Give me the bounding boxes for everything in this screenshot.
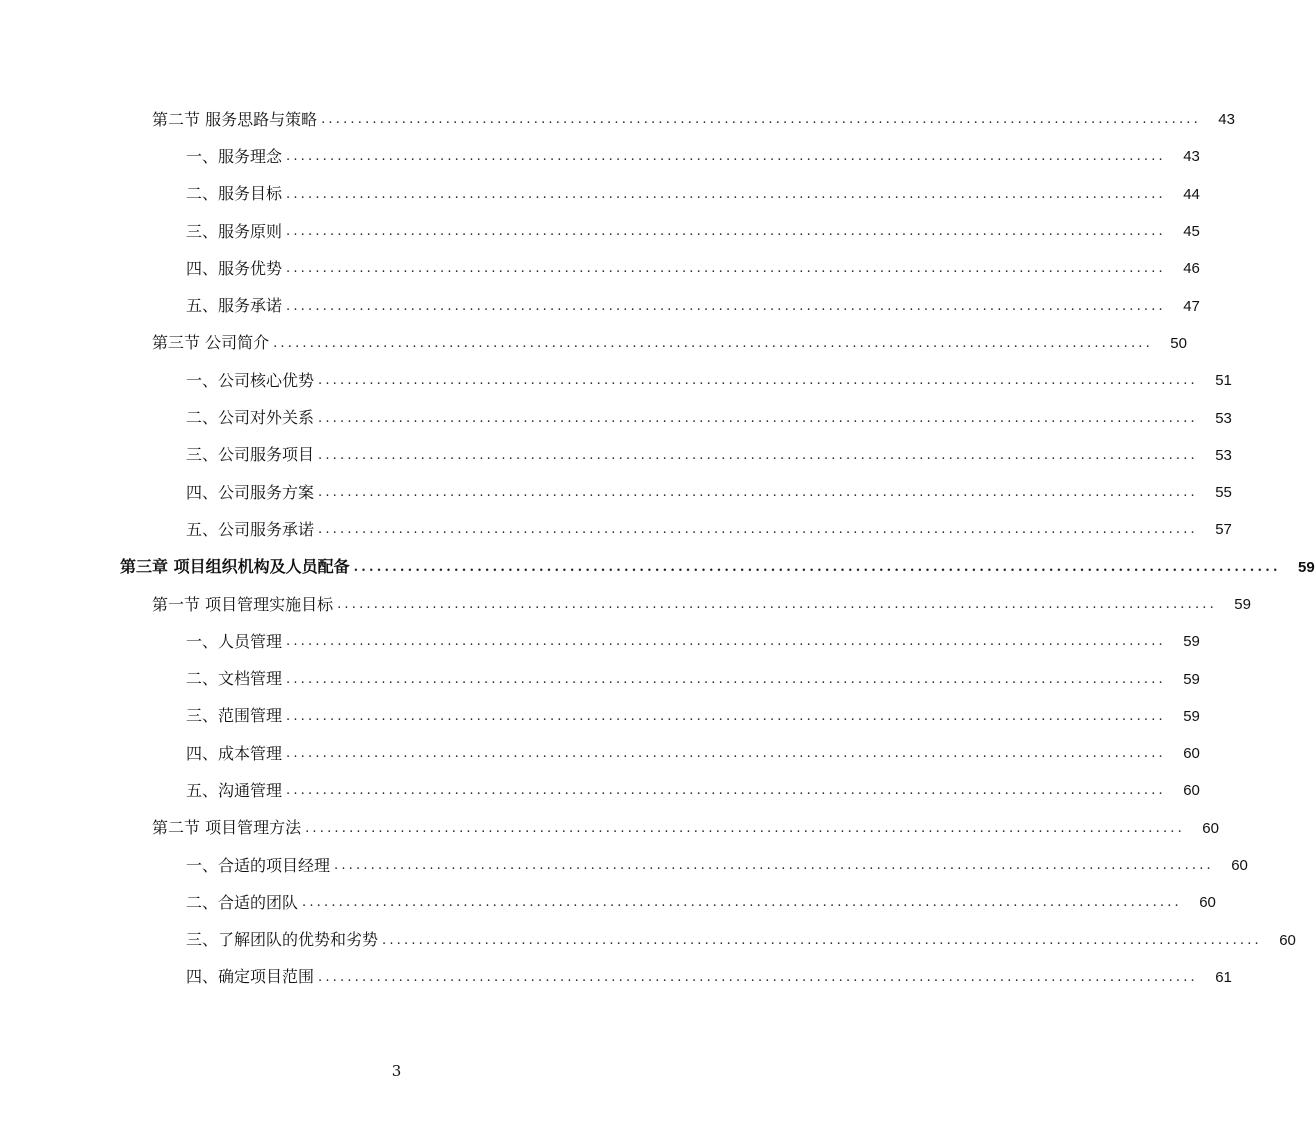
toc-entry[interactable]	[0, 922, 1296, 959]
toc-entry-title: 三、范围管理	[186, 706, 283, 726]
toc-dot-leader: ........................................................................................................................	[353, 559, 1281, 575]
toc-entry-page: 61	[1215, 968, 1232, 986]
toc-entry-page: 50	[1170, 334, 1187, 352]
toc-entry-title: 四、服务优势	[186, 258, 283, 278]
toc-entry[interactable]	[0, 437, 1232, 474]
toc-entry-title: 一、服务理念	[186, 146, 283, 166]
toc-entry-page: 51	[1215, 372, 1232, 390]
toc-entry-page: 60	[1231, 857, 1248, 875]
toc-dot-leader: ........................................................................................................................	[273, 335, 1153, 351]
toc-dot-leader: ........................................................................................................................	[286, 634, 1166, 650]
toc-entry-title: 第二节 服务思路与策略	[152, 109, 318, 129]
toc-dot-leader: ........................................................................................................................	[318, 485, 1198, 501]
toc-dot-leader: ........................................................................................................................	[286, 298, 1166, 314]
toc-dot-leader: ........................................................................................................................	[286, 261, 1166, 277]
toc-entry-title: 四、公司服务方案	[186, 482, 315, 502]
toc-entry-title: 二、文档管理	[186, 669, 283, 689]
toc-entry-title: 五、服务承诺	[186, 296, 283, 316]
toc-entry[interactable]	[0, 586, 1251, 623]
toc-entry[interactable]	[0, 511, 1232, 548]
toc-entry[interactable]	[0, 847, 1248, 884]
toc-entry-title: 第一节 项目管理实施目标	[152, 594, 334, 614]
toc-entry-page: 59	[1183, 670, 1200, 688]
toc-dot-leader: ........................................................................................................................	[321, 112, 1201, 128]
toc-entry-page: 55	[1215, 484, 1232, 502]
toc-entry-page: 47	[1183, 297, 1200, 315]
toc-entry-page: 59	[1298, 558, 1315, 576]
toc-entry[interactable]	[0, 623, 1200, 660]
toc-entry-title: 四、成本管理	[186, 743, 283, 763]
toc-entry[interactable]	[0, 325, 1187, 362]
toc-entry-title: 三、了解团队的优势和劣势	[186, 930, 379, 950]
toc-entry-page: 59	[1183, 707, 1200, 725]
toc-dot-leader: ........................................................................................................................	[286, 783, 1166, 799]
toc-dot-leader: ........................................................................................................................	[302, 895, 1182, 911]
toc-entry-title: 一、人员管理	[186, 631, 283, 651]
toc-entry-title: 第二节 项目管理方法	[152, 818, 302, 838]
toc-entry[interactable]	[0, 474, 1232, 511]
toc-entry-page: 43	[1183, 148, 1200, 166]
toc-entry-title: 一、合适的项目经理	[186, 855, 331, 875]
toc-dot-leader: ........................................................................................................................	[286, 746, 1166, 762]
toc-entry[interactable]	[0, 250, 1200, 287]
toc-entry-title: 二、公司对外关系	[186, 408, 315, 428]
toc-entry-page: 60	[1183, 782, 1200, 800]
page-number: 3	[391, 1062, 402, 1080]
toc-dot-leader: ........................................................................................................................	[334, 858, 1214, 874]
toc-entry[interactable]	[0, 698, 1200, 735]
toc-entry-page: 44	[1183, 185, 1200, 203]
toc-dot-leader: ........................................................................................................................	[318, 522, 1198, 538]
toc-entry-title: 三、公司服务项目	[186, 445, 315, 465]
toc-entry[interactable]	[0, 287, 1200, 324]
toc-entry[interactable]	[0, 362, 1232, 399]
toc-entry[interactable]	[0, 549, 1315, 586]
toc-entry-page: 57	[1215, 521, 1232, 539]
toc-dot-leader: ........................................................................................................................	[286, 224, 1166, 240]
toc-entry-page: 60	[1279, 931, 1296, 949]
toc-entry[interactable]	[0, 213, 1200, 250]
toc-entry[interactable]	[0, 959, 1232, 996]
toc-dot-leader: ........................................................................................................................	[286, 149, 1166, 165]
toc-entry[interactable]	[0, 884, 1216, 921]
toc-dot-leader: ........................................................................................................................	[318, 373, 1198, 389]
toc-entry[interactable]	[0, 101, 1235, 138]
toc-entry-title: 二、合适的团队	[186, 892, 299, 912]
toc-dot-leader: ........................................................................................................................	[382, 932, 1262, 948]
toc-entry[interactable]	[0, 810, 1219, 847]
toc-dot-leader: ........................................................................................................................	[286, 186, 1166, 202]
toc-entry-title: 四、确定项目范围	[186, 967, 315, 987]
toc-entry-title: 第三节 公司简介	[152, 333, 270, 353]
toc-entry-title: 五、沟通管理	[186, 780, 283, 800]
toc-entry-page: 45	[1183, 223, 1200, 241]
toc-entry-page: 53	[1215, 409, 1232, 427]
toc-entry[interactable]	[0, 660, 1200, 697]
toc-entry-title: 一、公司核心优势	[186, 370, 315, 390]
toc-entry-title: 二、服务目标	[186, 184, 283, 204]
toc-dot-leader: ........................................................................................................................	[337, 597, 1217, 612]
toc-dot-leader: ........................................................................................................................	[318, 447, 1198, 463]
toc-entry-title: 五、公司服务承诺	[186, 519, 315, 539]
toc-entry-title: 三、服务原则	[186, 221, 283, 241]
toc-dot-leader: ........................................................................................................................	[286, 671, 1166, 687]
table-of-contents	[0, 101, 1315, 996]
toc-entry-page: 53	[1215, 446, 1232, 464]
toc-dot-leader: ........................................................................................................................	[318, 410, 1198, 426]
toc-entry-page: 43	[1218, 111, 1235, 129]
toc-dot-leader: ........................................................................................................................	[286, 708, 1166, 724]
toc-entry[interactable]	[0, 772, 1200, 809]
toc-entry-title: 第三章 项目组织机构及人员配备	[120, 557, 350, 577]
toc-dot-leader: ........................................................................................................................	[318, 969, 1198, 985]
toc-entry-page: 60	[1202, 819, 1219, 837]
toc-entry[interactable]	[0, 176, 1200, 213]
toc-entry[interactable]	[0, 138, 1200, 175]
toc-entry-page: 60	[1199, 894, 1216, 912]
toc-dot-leader: ........................................................................................................................	[305, 820, 1185, 836]
toc-entry-page: 59	[1183, 633, 1200, 651]
toc-entry[interactable]	[0, 399, 1232, 436]
toc-entry[interactable]	[0, 735, 1200, 772]
toc-entry-page: 59	[1234, 596, 1251, 613]
toc-entry-page: 46	[1183, 260, 1200, 278]
toc-entry-page: 60	[1183, 745, 1200, 763]
